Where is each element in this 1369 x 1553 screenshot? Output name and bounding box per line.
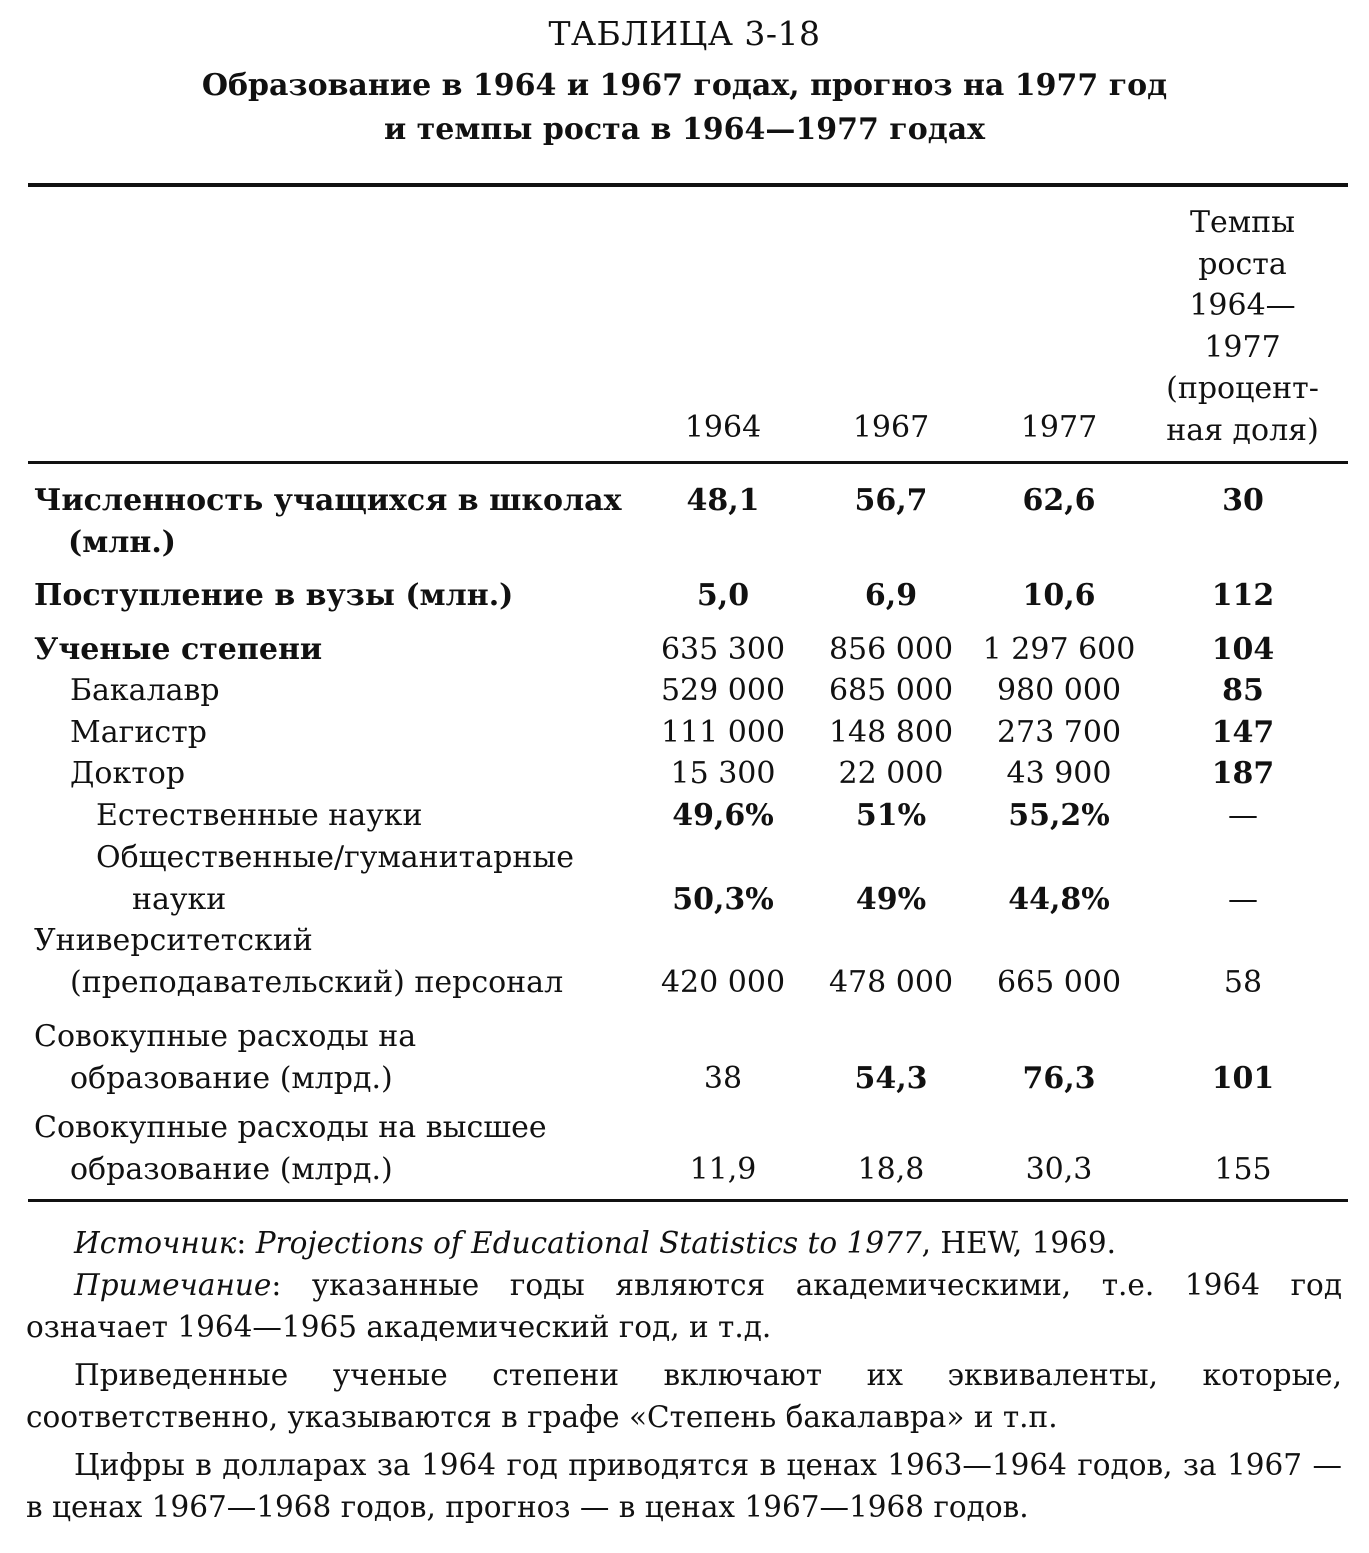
- cell-growth: 58: [1223, 964, 1263, 1000]
- row-label: Поступление в вузы (млн.): [34, 578, 514, 613]
- cell-growth: 112: [1211, 578, 1275, 613]
- row-label: Численность учащихся в школах (млн.): [34, 483, 622, 560]
- row-label: Магистр: [70, 715, 207, 750]
- remark-label: Примечание: [74, 1268, 272, 1302]
- table-bottom-rule: [28, 1199, 1348, 1202]
- cell-growth: 30: [1222, 483, 1264, 518]
- cell-1964: 50,3%: [672, 881, 774, 917]
- column-header-growth-line: Темпы: [1190, 205, 1295, 240]
- column-header-growth-line: 1964—: [1189, 288, 1296, 323]
- cell-growth: 187: [1211, 756, 1275, 791]
- cell-1967: 49%: [855, 881, 927, 917]
- cell-growth: 147: [1211, 715, 1275, 750]
- cell-1964: 15 300: [670, 756, 776, 791]
- table-title: [0, 64, 1369, 152]
- cell-1967: 148 800: [828, 715, 954, 750]
- column-header-growth-line: ная доля): [1166, 412, 1319, 448]
- source-rest: , HEW, 1969.: [921, 1226, 1117, 1260]
- row-label: Университетский (преподавательский) персонал: [34, 923, 564, 1000]
- column-header-growth: [1150, 202, 1335, 451]
- row-label: Ученые степени: [34, 632, 323, 667]
- row-label: Доктор: [70, 756, 186, 791]
- source-label: Источник: [74, 1226, 237, 1260]
- cell-1967: 22 000: [838, 756, 944, 791]
- cell-1977: 62,6: [1022, 483, 1096, 518]
- table-notes: [26, 1222, 1342, 1528]
- cell-1977: 665 000: [996, 964, 1122, 1000]
- cell-1967: 51%: [855, 798, 927, 833]
- column-header-1977: 1977: [1020, 410, 1098, 445]
- cell-1964: 49,6%: [672, 798, 774, 833]
- cell-1977: 273 700: [996, 715, 1122, 750]
- table-title-line-2: и темпы роста в 1964—1977 годах: [383, 112, 986, 147]
- row-label: Совокупные расходы на образование (млрд.): [34, 1019, 417, 1096]
- cell-1977: 10,6: [1022, 578, 1096, 613]
- cell-1977: 1 297 600: [982, 632, 1136, 667]
- cell-1967: 478 000: [828, 964, 954, 1000]
- cell-1967: 56,7: [854, 483, 928, 518]
- cell-1964: 48,1: [686, 483, 760, 518]
- remark-note: [26, 1264, 1342, 1348]
- column-header-1967: 1967: [852, 410, 930, 445]
- header-rule: [28, 461, 1348, 464]
- column-header-1964: 1964: [684, 410, 762, 445]
- cell-growth: 104: [1211, 632, 1275, 667]
- cell-1964: 38: [703, 1060, 743, 1096]
- cell-1964: 635 300: [660, 632, 786, 667]
- cell-1964: 5,0: [696, 578, 750, 613]
- cell-1967: 18,8: [857, 1151, 925, 1187]
- row-label: Естественные науки: [96, 798, 423, 833]
- cell-1977: 76,3: [1022, 1060, 1096, 1096]
- column-header-growth-line: роста: [1198, 246, 1287, 282]
- degrees-note: Приведенные ученые степени включают их эквиваленты, которые, соответственно, указываются в графе «Степень бакалавра» и т.п.: [26, 1358, 1342, 1434]
- column-header-growth-line: (процент-: [1166, 371, 1319, 406]
- cell-1967: 856 000: [828, 632, 954, 667]
- cell-growth: —: [1228, 881, 1258, 917]
- cell-growth: 85: [1222, 673, 1264, 708]
- source-note: Источник: Projections of Educational Statistics to 1977, HEW, 1969.: [74, 1226, 1117, 1260]
- source-title: Projections of Educational Statistics to 1977: [255, 1226, 922, 1260]
- cell-1964: 111 000: [660, 715, 786, 750]
- table-top-rule: [28, 183, 1348, 187]
- cell-1977: 30,3: [1025, 1151, 1093, 1187]
- cell-1977: 44,8%: [1008, 881, 1110, 917]
- cell-growth: —: [1228, 798, 1258, 833]
- dollars-note: Цифры в долларах за 1964 год приводятся в ценах 1963—1964 годов, за 1967 — в ценах 1967—1968 годов, прогноз — в ценах 1967—1968 годов.: [26, 1448, 1342, 1524]
- cell-growth: 101: [1211, 1060, 1275, 1096]
- cell-1964: 11,9: [689, 1151, 757, 1187]
- table-number: ТАБЛИЦА 3-18: [548, 14, 821, 53]
- cell-1967: 6,9: [864, 578, 918, 613]
- cell-1967: 685 000: [828, 673, 954, 708]
- cell-1964: 420 000: [660, 964, 786, 1000]
- cell-1967: 54,3: [854, 1060, 928, 1096]
- column-header-growth-line: 1977: [1204, 329, 1281, 365]
- row-label: Общественные/гуманитарные науки: [96, 840, 574, 917]
- row-label: Бакалавр: [70, 673, 220, 708]
- row-label: Совокупные расходы на высшее образование (млрд.): [34, 1110, 547, 1187]
- table-title-line-1: Образование в 1964 и 1967 годах, прогноз на 1977 год: [201, 68, 1168, 103]
- cell-1977: 43 900: [1006, 756, 1112, 791]
- cell-1964: 529 000: [660, 673, 786, 708]
- remark-text: : указанные годы являются академическими, т.е. 1964 год означает 1964—1965 академический год, и т.д.: [26, 1268, 1342, 1344]
- cell-growth: 155: [1214, 1151, 1272, 1187]
- cell-1977: 980 000: [996, 673, 1122, 708]
- cell-1977: 55,2%: [1008, 798, 1110, 833]
